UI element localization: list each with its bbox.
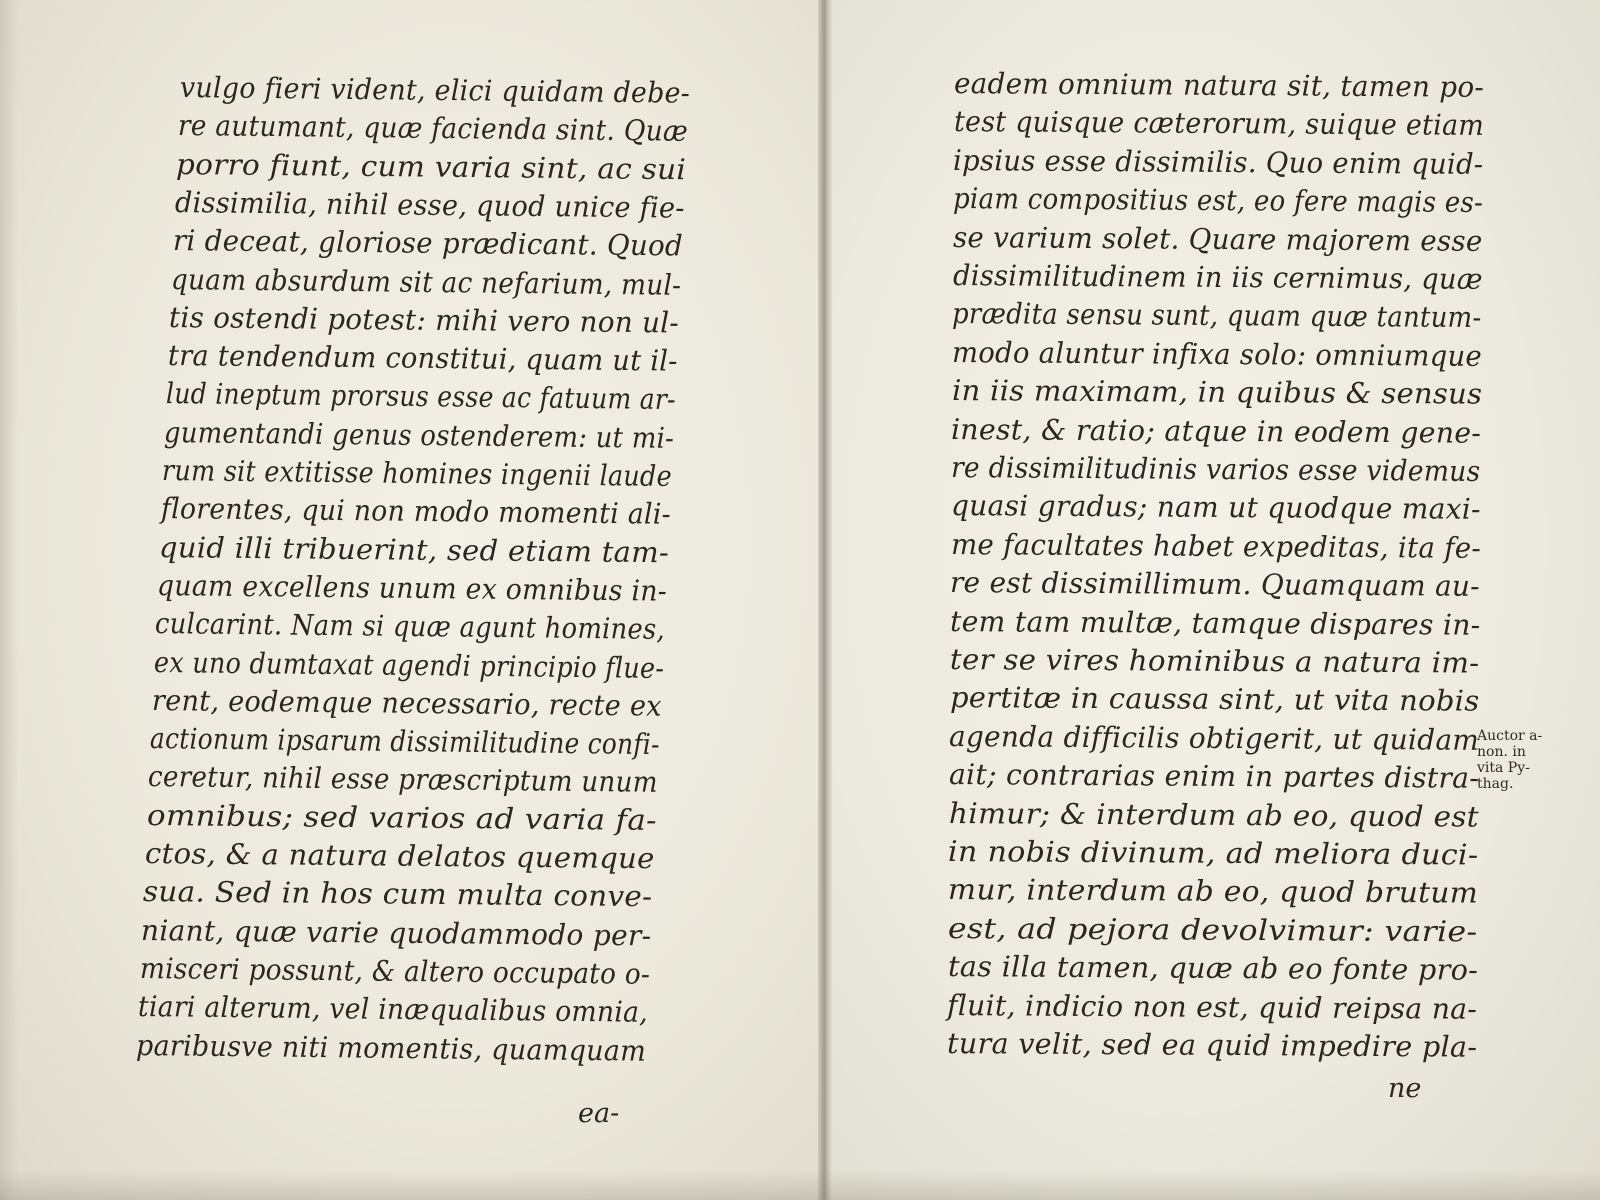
right-line: tem tam multæ, tamque dispares in-	[949, 604, 1481, 642]
right-line: quasi gradus; nam ut quodque maxi-	[950, 489, 1481, 527]
right-line: est, ad pejora devolvimur: varie-	[947, 911, 1478, 949]
right-line: dissimilitudinem in iis cernimus, quæ	[952, 259, 1483, 296]
marginal-note-line: Auctor a-	[1477, 728, 1543, 744]
marginal-note	[1477, 728, 1542, 792]
right-line: re dissimilitudinis varios esse videmus	[951, 451, 1481, 488]
right-line: se varium solet. Quare majorem esse	[952, 220, 1483, 258]
marginal-note-line: thag.	[1477, 776, 1514, 792]
right-line: prædita sensu sunt, quam quæ tantum-	[952, 297, 1482, 335]
left-line: quam absurdum sit ac nefarium, mul-	[171, 262, 682, 302]
marginal-note-line: vita Py-	[1477, 760, 1530, 776]
right-catchword: ne	[1388, 1073, 1422, 1104]
left-line: actionum ipsarum dissimilitudine confi-	[149, 722, 660, 762]
left-line: rum sit extitisse homines ingenii laude	[162, 454, 673, 493]
left-line: misceri possunt, & altero occupato o-	[139, 951, 650, 991]
left-line: florentes, qui non modo momenti ali-	[160, 492, 671, 532]
left-line: vulgo fieri vident, elici quidam debe-	[179, 71, 691, 110]
left-line: sua. Sed in hos cum multa conve-	[142, 875, 653, 914]
right-line: me facultates habet expeditas, ita fe-	[950, 527, 1481, 565]
right-line: ipsius esse dissimilis. Quo enim quid-	[953, 143, 1484, 181]
right-line: piam compositius est, eo fere magis es-	[953, 182, 1484, 220]
right-line: agenda difficilis obtigerit, ut quidam	[949, 719, 1480, 757]
right-line: himur; & interdum ab eo, quod est	[948, 796, 1479, 834]
left-line: tiari alterum, vel inæqualibus omnia,	[137, 990, 648, 1029]
left-line: re autumant, quæ facienda sint. Quæ	[178, 109, 689, 149]
right-line: in iis maximam, in quibus & sensus	[951, 374, 1483, 411]
left-line: omnibus; sed varios ad varia fa-	[146, 798, 657, 837]
right-line: test quisque cæterorum, suique etiam	[953, 105, 1484, 143]
left-line: porro fiunt, cum varia sint, ac sui	[176, 147, 687, 186]
left-line: quid illi tribuerint, sed etiam tam-	[158, 530, 670, 569]
left-line: culcarint. Nam si quæ agunt homines,	[155, 607, 666, 647]
right-line: pertitæ in caussa sint, ut vita nobis	[949, 681, 1480, 719]
left-line: ri deceat, gloriose prædicant. Quod	[172, 224, 684, 263]
left-line: rent, eodemque necessario, recte ex	[151, 683, 662, 723]
left-line: paribusve niti momentis, quamquam	[135, 1028, 647, 1068]
right-line: ter se vires hominibus a natura im-	[949, 643, 1480, 680]
right-line: inest, & ratio; atque in eodem gene-	[951, 412, 1482, 450]
left-line: tis ostendi potest: mihi vero non ul-	[169, 300, 680, 340]
left-line: gumentandi genus ostenderem: ut mi-	[164, 415, 675, 455]
right-line: in nobis divinum, ad meliora duci-	[948, 835, 1479, 872]
left-line: ctos, & a natura delatos quemque	[144, 837, 655, 876]
left-line: ceretur, nihil esse præscriptum unum	[148, 760, 659, 800]
left-line: dissimilia, nihil esse, quod unice fie-	[174, 185, 685, 225]
marginal-note-line: non. in	[1477, 744, 1526, 760]
left-line: ex uno dumtaxat agendi principio flue-	[153, 645, 664, 685]
right-line: eadem omnium natura sit, tamen po-	[953, 67, 1485, 104]
right-line: mur, interdum ab eo, quod brutum	[947, 873, 1479, 910]
bottom-shadow	[0, 1170, 1600, 1200]
left-line: quam excellens unum ex omnibus in-	[156, 568, 668, 608]
right-line: modo aluntur infixa solo: omniumque	[951, 335, 1483, 373]
right-line: ait; contrarias enim in partes distra-	[948, 758, 1480, 795]
right-line: re est dissimillimum. Quamquam au-	[950, 566, 1481, 603]
right-line: tas illa tamen, quæ ab eo fonte pro-	[947, 950, 1478, 987]
left-line: lud ineptum prorsus esse ac fatuum ar-	[165, 377, 676, 417]
left-catchword: ea-	[578, 1098, 620, 1129]
left-line: tra tendendum constitui, quam ut il-	[167, 339, 678, 378]
right-line: fluit, indicio non est, quid reipsa na-	[947, 988, 1478, 1026]
right-line: tura velit, sed ea quid impedire pla-	[946, 1027, 1478, 1064]
left-line: niant, quæ varie quodammodo per-	[141, 913, 652, 953]
